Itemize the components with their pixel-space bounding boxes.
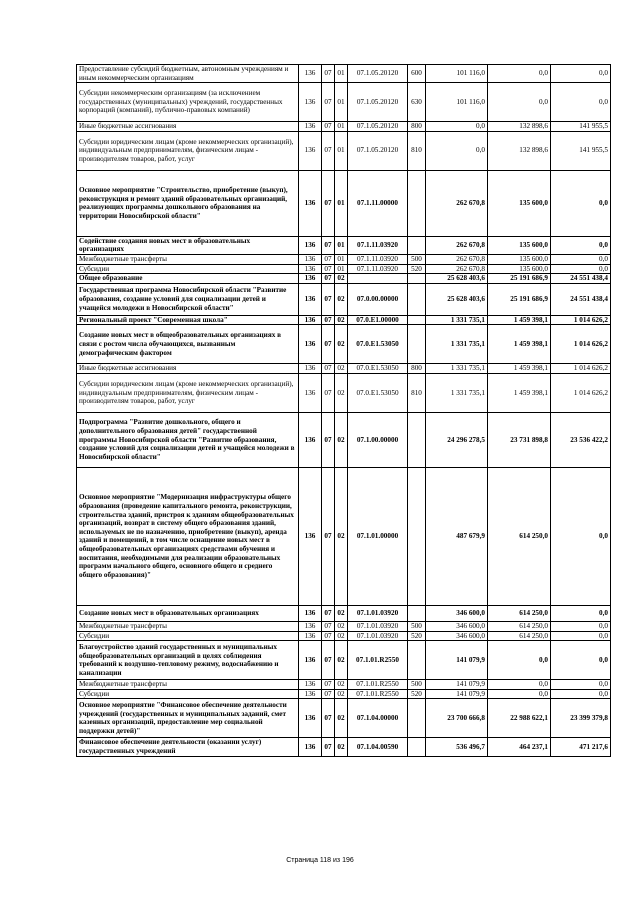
- cell-rz: 07: [322, 680, 335, 690]
- cell-name: Общее образование: [77, 274, 299, 284]
- cell-name: Иные бюджетные ассигнования: [77, 122, 299, 132]
- table-row: [77, 315, 611, 325]
- cell-vr: [408, 274, 426, 284]
- table-row: [77, 65, 611, 83]
- cell-csr: 07.1.01.R2550: [348, 641, 408, 680]
- cell-s2: 614 250,0: [488, 467, 551, 605]
- table-row: [77, 621, 611, 631]
- cell-s2: 0,0: [488, 680, 551, 690]
- cell-rz: 07: [322, 689, 335, 699]
- cell-pr: 02: [335, 364, 348, 374]
- cell-s3: 0,0: [551, 641, 611, 680]
- cell-s2: 1 459 398,1: [488, 315, 551, 325]
- cell-csr: 07.1.11.00000: [348, 170, 408, 236]
- table-row: [77, 254, 611, 264]
- cell-s2: 25 191 686,9: [488, 283, 551, 315]
- cell-s3: 0,0: [551, 65, 611, 83]
- cell-s2: 25 191 686,9: [488, 274, 551, 284]
- table-row: [77, 364, 611, 374]
- cell-s1: 25 628 403,6: [426, 283, 488, 315]
- cell-s2: 0,0: [488, 83, 551, 122]
- cell-vr: [408, 170, 426, 236]
- cell-name: Региональный проект "Современная школа": [77, 315, 299, 325]
- cell-ved: 136: [299, 325, 322, 364]
- cell-csr: 07.1.05.20120: [348, 122, 408, 132]
- cell-vr: 810: [408, 373, 426, 412]
- cell-ved: 136: [299, 274, 322, 284]
- table-row: [77, 283, 611, 315]
- cell-ved: 136: [299, 641, 322, 680]
- cell-ved: 136: [299, 631, 322, 641]
- cell-rz: 07: [322, 83, 335, 122]
- cell-ved: 136: [299, 264, 322, 274]
- cell-csr: 07.1.05.20120: [348, 83, 408, 122]
- cell-vr: [408, 605, 426, 621]
- cell-vr: [408, 699, 426, 738]
- cell-name: Субсидии: [77, 264, 299, 274]
- table-row: [77, 738, 611, 756]
- cell-ved: 136: [299, 364, 322, 374]
- cell-s2: 0,0: [488, 65, 551, 83]
- cell-vr: 520: [408, 631, 426, 641]
- table-row: [77, 236, 611, 254]
- cell-s2: 132 898,6: [488, 122, 551, 132]
- cell-name: Создание новых мест в образовательных организациях: [77, 605, 299, 621]
- cell-rz: 07: [322, 467, 335, 605]
- cell-name: Субсидии юридическим лицам (кроме некоммерческих организаций), индивидуальным предпринимателям, физическим лицам - производителям товаров, работ, услуг: [77, 131, 299, 170]
- cell-s1: 262 670,8: [426, 236, 488, 254]
- cell-vr: 630: [408, 83, 426, 122]
- cell-s3: 0,0: [551, 605, 611, 621]
- cell-s2: 1 459 398,1: [488, 373, 551, 412]
- cell-pr: 02: [335, 325, 348, 364]
- cell-name: Субсидии: [77, 689, 299, 699]
- cell-pr: 01: [335, 254, 348, 264]
- cell-s3: 0,0: [551, 680, 611, 690]
- page-footer: Страница 118 из 196: [286, 857, 354, 864]
- cell-s3: 0,0: [551, 170, 611, 236]
- cell-s1: 101 116,0: [426, 83, 488, 122]
- cell-s1: 0,0: [426, 131, 488, 170]
- cell-csr: 07.1.01.03920: [348, 621, 408, 631]
- cell-s1: 1 331 735,1: [426, 364, 488, 374]
- cell-ved: 136: [299, 689, 322, 699]
- cell-s3: 141 955,5: [551, 122, 611, 132]
- cell-pr: 02: [335, 283, 348, 315]
- cell-s3: 0,0: [551, 254, 611, 264]
- cell-s2: 614 250,0: [488, 621, 551, 631]
- cell-ved: 136: [299, 680, 322, 690]
- table-row: [77, 467, 611, 605]
- cell-rz: 07: [322, 412, 335, 467]
- cell-csr: 07.0.E1.00000: [348, 315, 408, 325]
- cell-vr: [408, 738, 426, 756]
- cell-rz: 07: [322, 325, 335, 364]
- cell-s1: 346 600,0: [426, 631, 488, 641]
- table-row: [77, 680, 611, 690]
- cell-name: Межбюджетные трансферты: [77, 621, 299, 631]
- table-row: [77, 689, 611, 699]
- table-row: [77, 699, 611, 738]
- cell-csr: 07.1.01.00000: [348, 467, 408, 605]
- cell-s1: 0,0: [426, 122, 488, 132]
- cell-s3: 0,0: [551, 236, 611, 254]
- cell-name: Основное мероприятие "Модернизация инфраструктуры общего образования (проведение капитального ремонта, реконструкции, строительства зданий, пристроя к зданиям общеобразовательных организаций, возврат в систему общего образования зданий, используемых не по назначению, приобретение (выкуп), аренда зданий и помещений, в том числе оснащение новых мест в общеобразовательных организациях средствами обучения и воспитания, необходимыми для реализации образовательных программ начального общего, основного общего и среднего общего образования)": [77, 467, 299, 605]
- cell-vr: [408, 325, 426, 364]
- cell-csr: 07.0.E1.53050: [348, 325, 408, 364]
- cell-pr: 01: [335, 236, 348, 254]
- cell-vr: 810: [408, 131, 426, 170]
- cell-rz: 07: [322, 699, 335, 738]
- cell-vr: 500: [408, 254, 426, 264]
- cell-rz: 07: [322, 605, 335, 621]
- cell-rz: 07: [322, 621, 335, 631]
- cell-csr: 07.1.11.03920: [348, 236, 408, 254]
- cell-s1: 1 331 735,1: [426, 325, 488, 364]
- cell-s2: 614 250,0: [488, 631, 551, 641]
- cell-ved: 136: [299, 605, 322, 621]
- table-row: [77, 412, 611, 467]
- cell-s3: 141 955,5: [551, 131, 611, 170]
- cell-vr: 800: [408, 364, 426, 374]
- cell-s1: 25 628 403,6: [426, 274, 488, 284]
- cell-csr: 07.0.00.00000: [348, 283, 408, 315]
- cell-pr: 02: [335, 467, 348, 605]
- table-row: [77, 83, 611, 122]
- cell-s1: 24 296 278,5: [426, 412, 488, 467]
- cell-pr: 02: [335, 699, 348, 738]
- table-row: [77, 631, 611, 641]
- cell-name: Финансовое обеспечение деятельности (оказании услуг) государственных учреждений: [77, 738, 299, 756]
- cell-csr: 07.1.11.03920: [348, 264, 408, 274]
- cell-name: Субсидии юридическим лицам (кроме некоммерческих организаций), индивидуальным предпринимателям, физическим лицам - производителям товаров, работ, услуг: [77, 373, 299, 412]
- cell-s1: 141 079,9: [426, 641, 488, 680]
- table-row: [77, 122, 611, 132]
- cell-pr: 02: [335, 680, 348, 690]
- cell-s1: 141 079,9: [426, 680, 488, 690]
- cell-rz: 07: [322, 283, 335, 315]
- cell-s1: 1 331 735,1: [426, 373, 488, 412]
- cell-s2: 135 600,0: [488, 264, 551, 274]
- cell-pr: 02: [335, 373, 348, 412]
- cell-s2: 135 600,0: [488, 236, 551, 254]
- cell-s3: 1 014 626,2: [551, 364, 611, 374]
- cell-s1: 262 670,8: [426, 254, 488, 264]
- cell-csr: 07.1.05.20120: [348, 131, 408, 170]
- cell-rz: 07: [322, 236, 335, 254]
- cell-vr: 500: [408, 621, 426, 631]
- cell-rz: 07: [322, 131, 335, 170]
- table-row: [77, 274, 611, 284]
- cell-s2: 135 600,0: [488, 170, 551, 236]
- cell-s1: 536 496,7: [426, 738, 488, 756]
- cell-s3: 24 551 438,4: [551, 274, 611, 284]
- cell-rz: 07: [322, 631, 335, 641]
- cell-s3: 0,0: [551, 631, 611, 641]
- cell-rz: 07: [322, 738, 335, 756]
- table-row: [77, 373, 611, 412]
- cell-vr: 800: [408, 122, 426, 132]
- cell-pr: 02: [335, 641, 348, 680]
- cell-vr: 600: [408, 65, 426, 83]
- table-row: [77, 170, 611, 236]
- cell-s3: 0,0: [551, 83, 611, 122]
- cell-s3: 0,0: [551, 264, 611, 274]
- cell-ved: 136: [299, 170, 322, 236]
- cell-csr: 07.0.E1.53050: [348, 373, 408, 412]
- cell-s3: 1 014 626,2: [551, 325, 611, 364]
- cell-rz: 07: [322, 641, 335, 680]
- cell-s2: 1 459 398,1: [488, 364, 551, 374]
- cell-pr: 01: [335, 131, 348, 170]
- cell-name: Основное мероприятие "Финансовое обеспечение деятельности учреждений (государственных и муниципальных заданий, смет казенных организаций, предоставление мер социальной поддержки детей)": [77, 699, 299, 738]
- cell-s1: 346 600,0: [426, 605, 488, 621]
- cell-s2: 464 237,1: [488, 738, 551, 756]
- cell-s3: 1 014 626,2: [551, 373, 611, 412]
- cell-vr: 520: [408, 264, 426, 274]
- cell-s1: 262 670,8: [426, 170, 488, 236]
- cell-pr: 02: [335, 315, 348, 325]
- cell-ved: 136: [299, 621, 322, 631]
- cell-csr: 07.1.04.00000: [348, 699, 408, 738]
- cell-rz: 07: [322, 122, 335, 132]
- cell-pr: 01: [335, 65, 348, 83]
- cell-vr: [408, 467, 426, 605]
- table-row: [77, 641, 611, 680]
- cell-rz: 07: [322, 170, 335, 236]
- cell-s1: 346 600,0: [426, 621, 488, 631]
- budget-table-body: [77, 65, 611, 757]
- cell-name: Субсидии некоммерческим организациям (за исключением государственных (муниципальных) учреждений, государственных корпораций (компаний), публично-правовых компаний): [77, 83, 299, 122]
- cell-s3: 471 217,6: [551, 738, 611, 756]
- cell-s2: 0,0: [488, 641, 551, 680]
- cell-csr: 07.1.01.03920: [348, 605, 408, 621]
- cell-pr: 02: [335, 412, 348, 467]
- cell-s3: 24 551 438,4: [551, 283, 611, 315]
- cell-s1: 101 116,0: [426, 65, 488, 83]
- cell-s2: 135 600,0: [488, 254, 551, 264]
- cell-s1: 262 670,8: [426, 264, 488, 274]
- cell-vr: [408, 315, 426, 325]
- cell-s3: 0,0: [551, 621, 611, 631]
- cell-s1: 23 700 666,8: [426, 699, 488, 738]
- cell-name: Субсидии: [77, 631, 299, 641]
- cell-s2: 0,0: [488, 689, 551, 699]
- table-row: [77, 605, 611, 621]
- cell-ved: 136: [299, 412, 322, 467]
- cell-csr: 07.1.01.R2550: [348, 680, 408, 690]
- cell-ved: 136: [299, 373, 322, 412]
- cell-name: Предоставление субсидий бюджетным, автономным учреждениям и иным некоммерческим организациям: [77, 65, 299, 83]
- cell-pr: 01: [335, 122, 348, 132]
- cell-pr: 02: [335, 274, 348, 284]
- cell-s3: 1 014 626,2: [551, 315, 611, 325]
- cell-pr: 02: [335, 689, 348, 699]
- cell-ved: 136: [299, 467, 322, 605]
- cell-s3: 23 399 379,8: [551, 699, 611, 738]
- cell-name: Содействие создания новых мест в образовательных организациях: [77, 236, 299, 254]
- cell-name: Межбюджетные трансферты: [77, 680, 299, 690]
- cell-s3: 0,0: [551, 467, 611, 605]
- cell-pr: 02: [335, 621, 348, 631]
- cell-s1: 141 079,9: [426, 689, 488, 699]
- cell-rz: 07: [322, 364, 335, 374]
- cell-pr: 01: [335, 264, 348, 274]
- table-row: [77, 131, 611, 170]
- cell-s2: 614 250,0: [488, 605, 551, 621]
- cell-ved: 136: [299, 65, 322, 83]
- cell-ved: 136: [299, 738, 322, 756]
- cell-csr: 07.1.01.03920: [348, 631, 408, 641]
- cell-rz: 07: [322, 315, 335, 325]
- cell-csr: 07.1.04.00590: [348, 738, 408, 756]
- cell-name: Иные бюджетные ассигнования: [77, 364, 299, 374]
- budget-table: [76, 64, 611, 757]
- cell-name: Государственная программа Новосибирской области "Развитие образования, создание условий для социализации детей и учащейся молодежи в Новосибирской области": [77, 283, 299, 315]
- cell-name: Межбюджетные трансферты: [77, 254, 299, 264]
- cell-s3: 23 536 422,2: [551, 412, 611, 467]
- cell-ved: 136: [299, 236, 322, 254]
- cell-s1: 487 679,9: [426, 467, 488, 605]
- cell-s2: 22 988 622,1: [488, 699, 551, 738]
- cell-ved: 136: [299, 254, 322, 264]
- cell-name: Благоустройство зданий государственных и муниципальных общеобразовательных организаций в целях соблюдения требований к воздушно-тепловому режиму, водоснабжению и канализации: [77, 641, 299, 680]
- cell-csr: [348, 274, 408, 284]
- cell-name: Основное мероприятие "Строительство, приобретение (выкуп), реконструкция и ремонт зданий образовательных организаций, реализующих программы дошкольного образования на территории Новосибирской области": [77, 170, 299, 236]
- cell-name: Подпрограмма "Развитие дошкольного, общего и дополнительного образования детей" государственной программы Новосибирской области "Развитие образования, создание условий для социализации детей и учащейся молодежи в Новосибирской области": [77, 412, 299, 467]
- cell-rz: 07: [322, 254, 335, 264]
- cell-csr: 07.0.E1.53050: [348, 364, 408, 374]
- cell-s1: 1 331 735,1: [426, 315, 488, 325]
- cell-vr: [408, 412, 426, 467]
- cell-pr: 01: [335, 170, 348, 236]
- cell-csr: 07.1.01.R2550: [348, 689, 408, 699]
- cell-name: Создание новых мест в общеобразовательных организациях в связи с ростом числа обучающихся, вызванным демографическим фактором: [77, 325, 299, 364]
- cell-s2: 1 459 398,1: [488, 325, 551, 364]
- cell-pr: 02: [335, 605, 348, 621]
- cell-rz: 07: [322, 274, 335, 284]
- cell-ved: 136: [299, 315, 322, 325]
- cell-s3: 0,0: [551, 689, 611, 699]
- cell-vr: 500: [408, 680, 426, 690]
- cell-ved: 136: [299, 131, 322, 170]
- cell-ved: 136: [299, 283, 322, 315]
- cell-csr: 07.1.05.20120: [348, 65, 408, 83]
- cell-vr: [408, 283, 426, 315]
- table-row: [77, 325, 611, 364]
- cell-vr: [408, 236, 426, 254]
- cell-vr: [408, 641, 426, 680]
- cell-ved: 136: [299, 83, 322, 122]
- cell-csr: 07.1.11.03920: [348, 254, 408, 264]
- cell-rz: 07: [322, 65, 335, 83]
- cell-pr: 01: [335, 83, 348, 122]
- cell-s2: 23 731 898,8: [488, 412, 551, 467]
- cell-csr: 07.1.00.00000: [348, 412, 408, 467]
- cell-pr: 02: [335, 631, 348, 641]
- cell-pr: 02: [335, 738, 348, 756]
- cell-vr: 520: [408, 689, 426, 699]
- cell-ved: 136: [299, 699, 322, 738]
- table-row: [77, 264, 611, 274]
- cell-rz: 07: [322, 264, 335, 274]
- cell-rz: 07: [322, 373, 335, 412]
- cell-s2: 132 898,6: [488, 131, 551, 170]
- cell-ved: 136: [299, 122, 322, 132]
